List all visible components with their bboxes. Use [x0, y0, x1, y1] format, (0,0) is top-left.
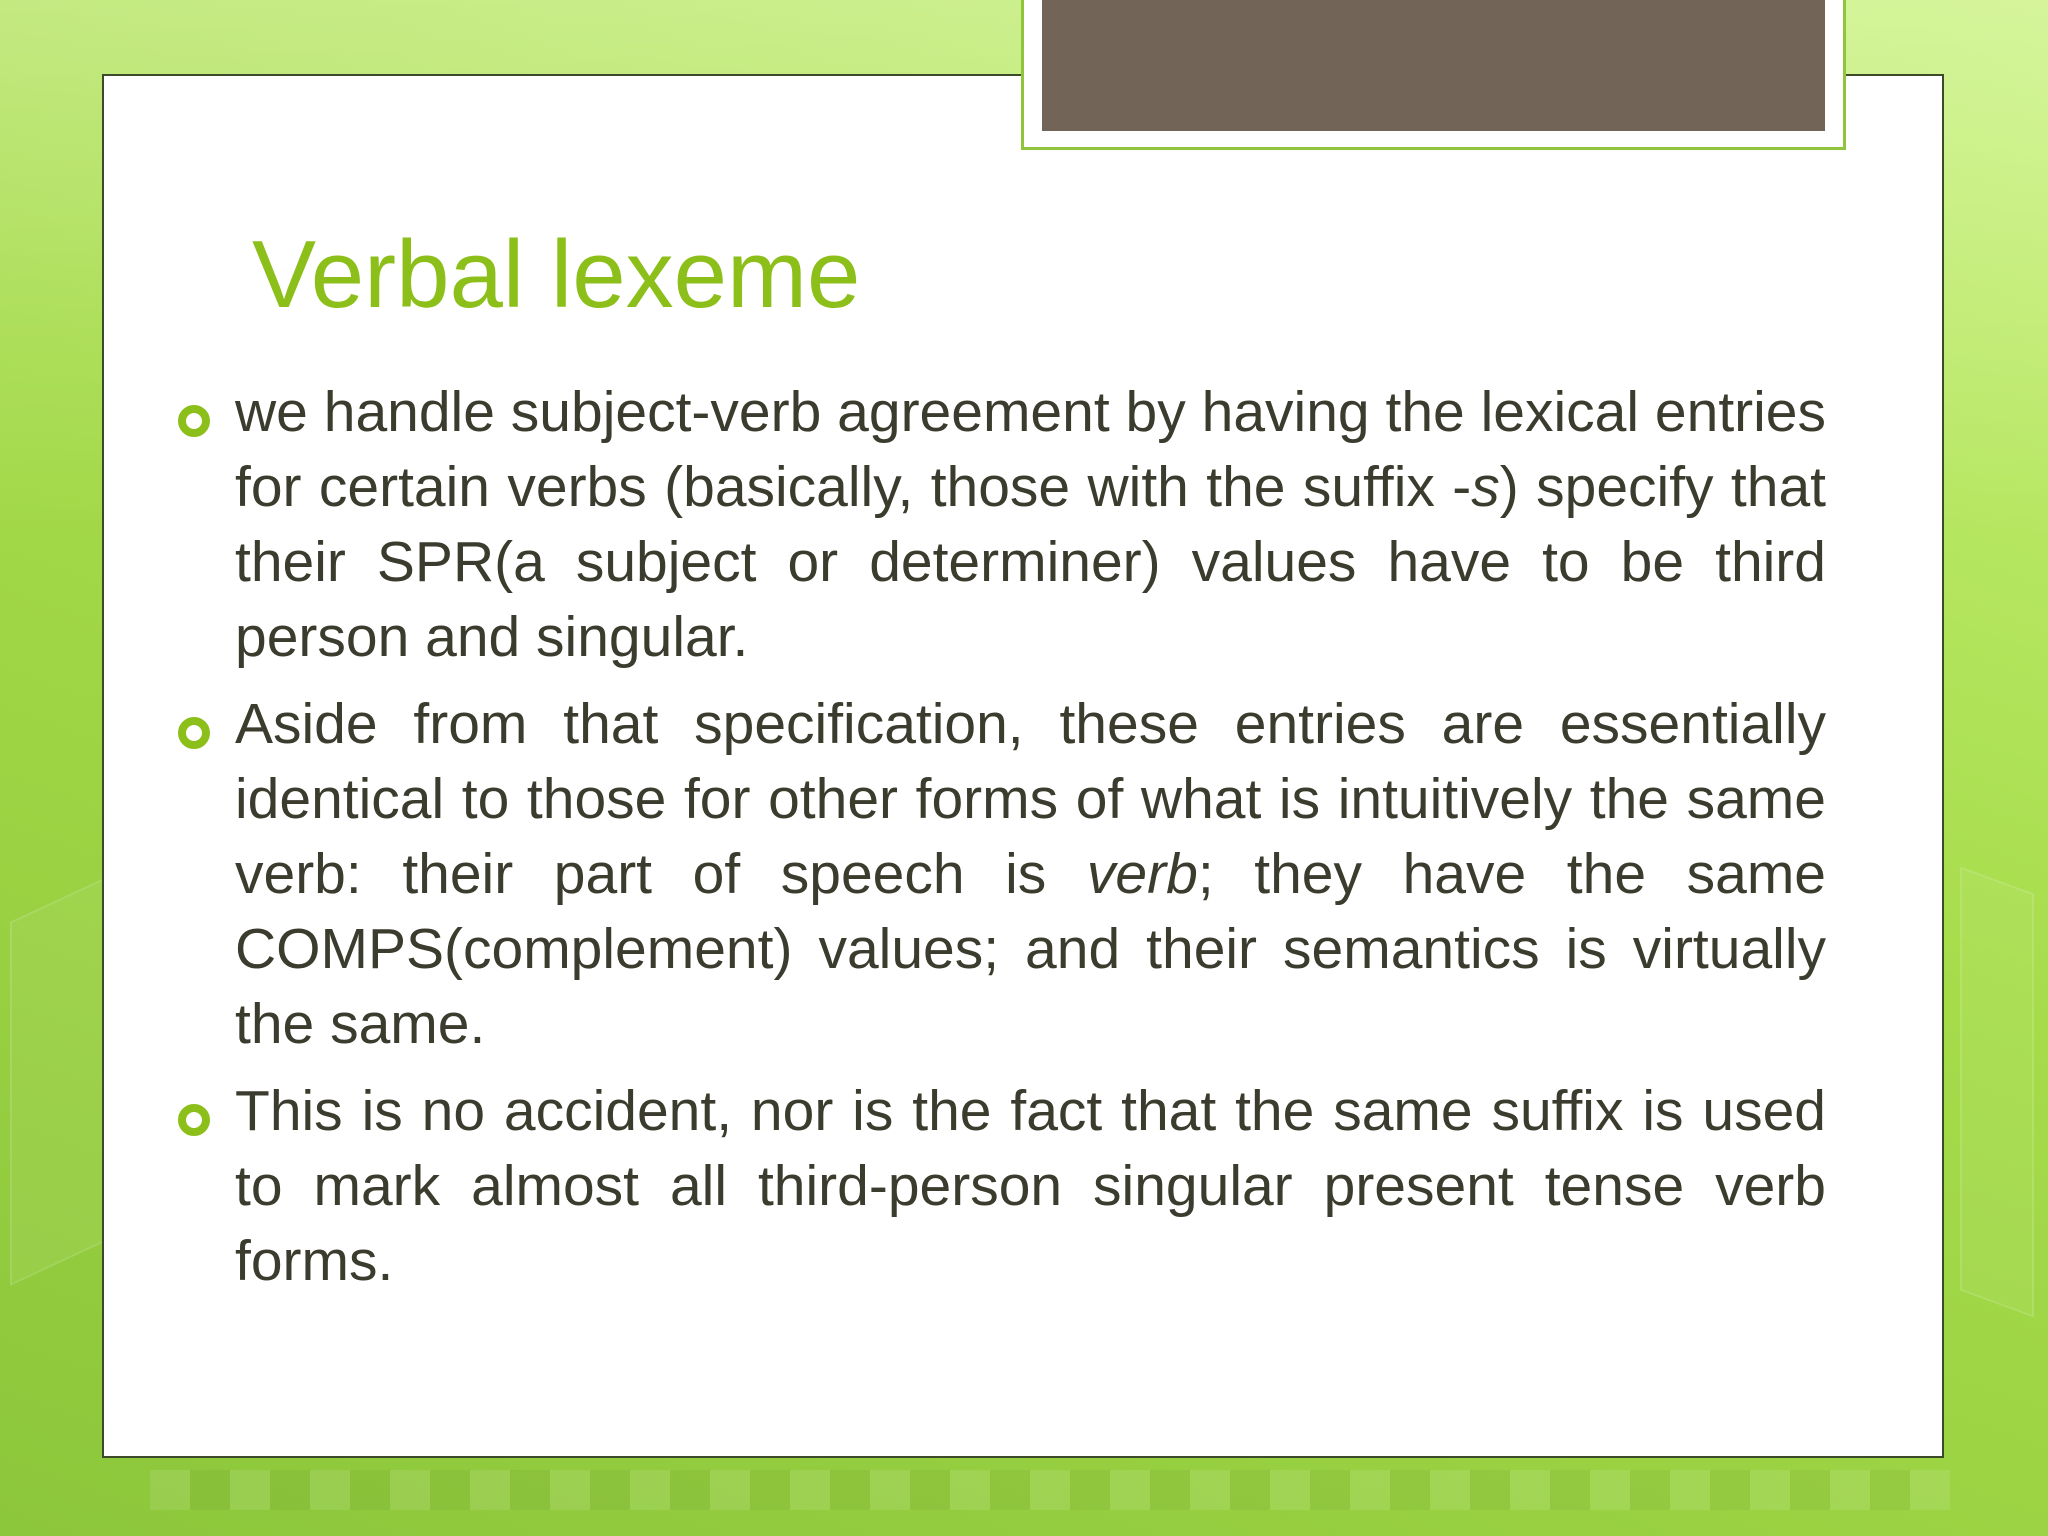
background-decoration — [1960, 867, 2034, 1318]
bullet-text: we handle subject-verb agreement by having the lexical entries for certain verbs (basically, those with the suffix -s) specify that their SPR(a subject or determiner) values have to be third person and singular. — [235, 380, 1826, 669]
bullet-list — [170, 375, 1826, 1311]
ring-bullet-icon — [178, 717, 210, 749]
bullet-item — [170, 687, 1826, 1062]
background-decoration — [150, 1470, 1950, 1510]
ring-bullet-icon — [178, 405, 210, 437]
ring-bullet-icon — [178, 1104, 210, 1136]
bullet-item — [170, 375, 1826, 675]
bullet-text: This is no accident, nor is the fact that the same suffix is used to mark almost all third-person singular present tense verb forms. — [235, 1079, 1826, 1293]
bullet-text: Aside from that specification, these entries are essentially identical to those for other forms of what is intuitively the same verb: their part of speech is verb; they have the same COMPS(complement) values; and their semantics is virtually the same. — [235, 692, 1826, 1056]
header-tab — [1021, 0, 1846, 150]
bullet-item — [170, 1074, 1826, 1299]
background-decoration — [10, 878, 104, 1286]
slide-title: Verbal lexeme — [252, 221, 861, 328]
header-block — [1042, 0, 1825, 131]
